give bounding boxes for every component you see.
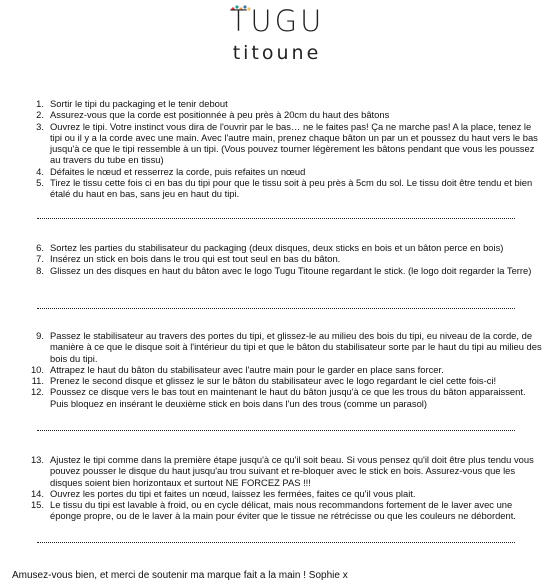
item-number: 5. [36,177,44,189]
item-number: 9. [36,330,44,341]
item-text: Passez le stabilisateur au travers des portes du tipi, et glissez-le au milieu des bois du tipi, eu niveau de la corde, de manière à ce que le disque soit à l'intérieur du tipi et que le bâton du stabilisateur sorte par le haut du tipi au milieu des bois du tipi. [50,330,542,364]
section-2 [0,242,554,298]
item-text: Assurez-vous que la corde est positionnée à peu près à 20cm du haut des bâtons [50,109,390,121]
list-item [0,177,554,200]
dotted-divider [37,218,515,219]
item-text: Glissez un des disques en haut du bâton avec le logo Tugu Titoune regardant le stick. (le logo doit regarder la Terre) [50,264,532,276]
item-number: 12. [30,386,44,398]
item-text: Insérez un stick en bois dans le trou qui est tout seul en bas du bâton. [50,253,341,265]
item-text: Défaites le nœud et resserrez la corde, puis refaites un nœud [50,165,306,177]
dotted-divider [37,308,515,309]
list-item [0,265,554,276]
section-1 [0,98,554,208]
item-text: Ouvrez le tipi. Votre instinct vous dira de l'ouvrir par le bas… ne le faites pas! Ça ne marche pas! A la place, tenez le tipi ou il y a la corde avec une main. Avec l'autre main, prenez chaque bâton un par un et poussez du haut vers le bas jusqu'à ce que le tipi ressemble à un tipi. (Vous pouvez tourner légèrement les bâtons pendant que vous les poussez au travers du tube en tissu) [50,120,538,166]
item-number: 11. [31,375,44,387]
item-number: 6. [36,242,44,253]
item-text: Le tissu du tipi est lavable à froid, ou en cycle délicat, mais nous recommandons fortement de le laver avec une éponge propre, ou de le laver à la main pour éviter que le tissue ne rétrécisse ou que les couleurs ne débordent. [50,499,516,522]
item-number: 1. [36,98,44,109]
item-text: Attrapez le haut du bâton du stabilisateur avec l'autre main pour le garder en place sans forcer. [50,363,444,375]
list-item [0,386,554,409]
item-text: Poussez ce disque vers le bas tout en maintenant le haut du bâton jusqu'à ce que les trous du bâton apparaissent. Puis bloquez en insérant le deuxième stick en bois dans l'un des trous (comme un parasol) [50,386,526,409]
section-4 [0,454,554,534]
item-number: 2. [36,109,44,121]
dotted-divider [37,430,515,431]
item-text: Prenez le second disque et glissez le sur le bâton du stabilisateur avec le logo regardant le ciel cette fois-ci! [50,375,497,387]
list-item [0,488,554,499]
list-item [0,98,554,109]
item-number: 15. [30,499,44,511]
item-text: Ajustez le tipi comme dans la première étape jusqu'à ce qu'il soit beau. Si vous pensez qu'il doit être plus tendu vous pouvez pousser le disque du haut jusqu'au trou suivant et re-bloquer avec le stick en bois. Assurez-vous que les disques soient bien horizontaux et surtout NE FORCEZ PAS !!! [50,454,534,488]
item-number: 4. [36,165,44,177]
dotted-divider [37,542,515,543]
list-item [0,253,554,264]
instructions [0,98,554,543]
item-number: 8. [36,264,44,276]
list-item [0,109,554,120]
list-item [0,242,554,253]
item-text: Tirez le tissu cette fois ci en bas du tipi pour que le tissu soit à peu près à 5cm du sol. Le tissu doit être tendu et bien étalé du haut en bas, sans jeu en haut du tipi. [50,177,533,200]
item-text: Sortir le tipi du packaging et le tenir debout [50,98,228,109]
item-number: 7. [36,253,44,265]
list-item [0,330,554,364]
item-number: 3. [36,120,44,132]
item-number: 10. [30,363,44,375]
list-item [0,454,554,488]
logo-wordmark-tugu: TUGU [229,4,325,38]
item-number: 14. [30,487,44,499]
item-number: 13. [30,454,44,465]
list-item [0,121,554,166]
list-item [0,166,554,177]
list-item [0,499,554,522]
item-text: Sortez les parties du stabilisateur du packaging (deux disques, deux sticks en bois et un bâton perce en bois) [50,242,504,253]
logo-wordmark-titoune: titoune [232,42,322,64]
list-item [0,364,554,375]
list-item [0,375,554,386]
section-3 [0,330,554,420]
brand-logo [0,2,554,74]
item-text: Ouvrez les portes du tipi et faites un nœud, laissez les fermées, faites ce qu'il vous plait. [50,487,416,499]
closing-message: Amusez-vous bien, et merci de soutenir ma marque fait a la main ! Sophie x [12,570,348,581]
